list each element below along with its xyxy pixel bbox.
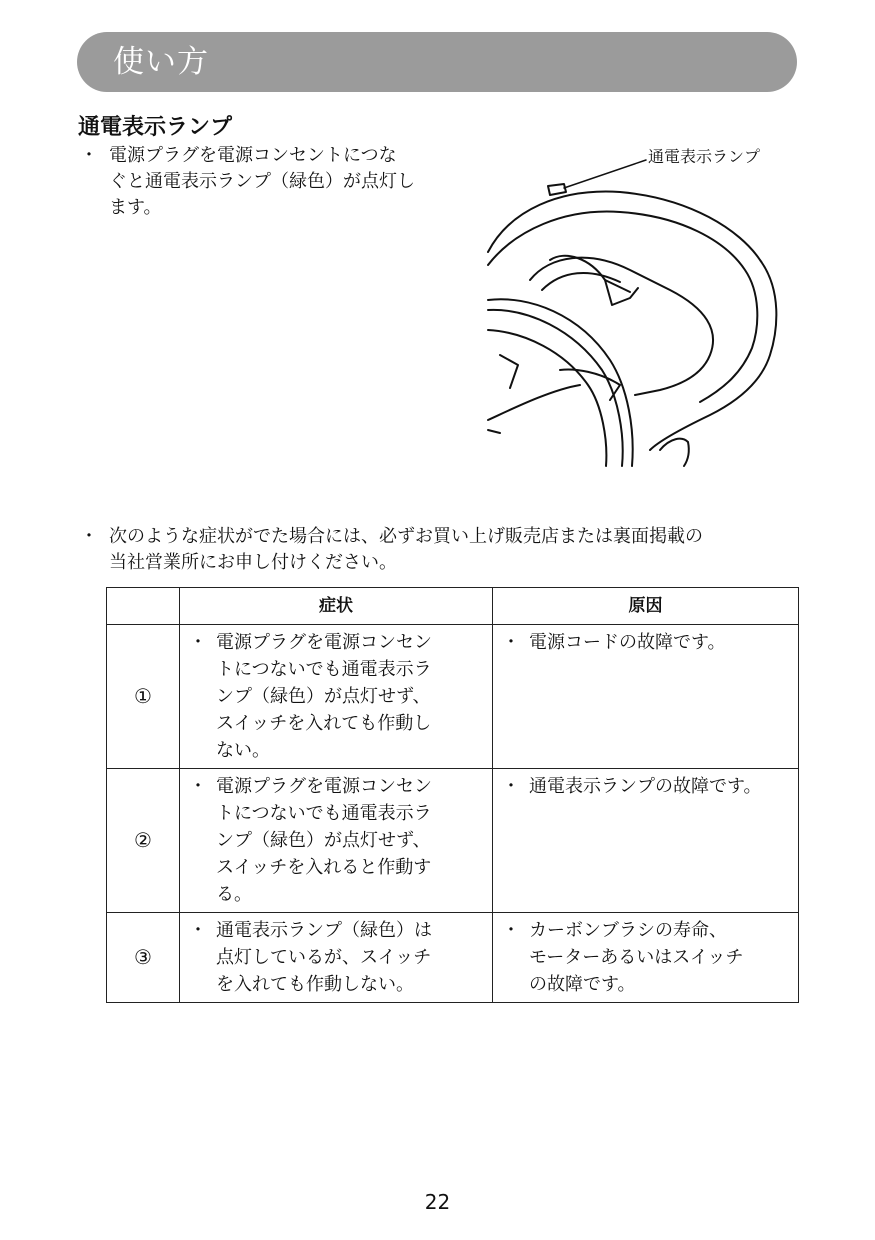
- row-number: ②: [107, 769, 180, 913]
- table-row: [107, 769, 799, 913]
- bullet-mark: ・: [189, 776, 207, 797]
- header-cause: 原因: [493, 588, 799, 625]
- header-symptom: 症状: [180, 588, 493, 625]
- table-header-row: [107, 588, 799, 625]
- header-number: [107, 588, 180, 625]
- symptom-text: 電源プラグを電源コンセン トにつないでも通電表示ラ ンプ（緑色）が点灯せず、 スイッチを入れると作動す る。: [216, 776, 432, 905]
- table-row: [107, 625, 799, 769]
- bullet-mark: ・: [502, 776, 520, 797]
- figure-callout-label: 通電表示ランプ: [648, 147, 761, 166]
- symptom-text: 通電表示ランプ（緑色）は 点灯しているが、スイッチ を入れても作動しない。: [216, 920, 432, 995]
- cause-cell: [493, 913, 799, 1003]
- bullet-mark: ・: [189, 920, 207, 941]
- page-title: 使い方: [113, 44, 209, 80]
- cause-text: 電源コードの故障です。: [529, 632, 726, 653]
- symptom-text: 電源プラグを電源コンセン トにつないでも通電表示ラ ンプ（緑色）が点灯せず、 スイッチを入れても作動し ない。: [216, 632, 432, 761]
- bullet-mark: ・: [80, 145, 98, 166]
- symptom-cell: [180, 913, 493, 1003]
- section-title: 通電表示ランプ: [78, 115, 233, 140]
- bullet-mark: ・: [189, 632, 207, 653]
- bullet-mark: ・: [502, 920, 520, 941]
- page-number: 22: [424, 1190, 451, 1214]
- table-row: [107, 913, 799, 1003]
- troubleshooting-table: [106, 587, 799, 1003]
- cause-text: 通電表示ランプの故障です。: [529, 776, 762, 797]
- intro-paragraph: [80, 143, 480, 223]
- intro-text: 電源プラグを電源コンセントにつな ぐと通電表示ランプ（緑色）が点灯し ます。: [109, 145, 415, 218]
- symptom-cell: [180, 625, 493, 769]
- cause-cell: [493, 769, 799, 913]
- cause-cell: [493, 625, 799, 769]
- row-number: ③: [107, 913, 180, 1003]
- row-number: ①: [107, 625, 180, 769]
- warning-paragraph: [80, 524, 810, 580]
- bullet-mark: ・: [80, 526, 98, 547]
- power-lamp-illustration: [470, 140, 790, 470]
- section-header-bar: [77, 32, 797, 92]
- symptom-cell: [180, 769, 493, 913]
- warning-text: 次のような症状がでた場合には、必ずお買い上げ販売店または裏面掲載の 当社営業所にお申し付けください。: [109, 526, 703, 573]
- bullet-mark: ・: [502, 632, 520, 653]
- cause-text: カーボンブラシの寿命、 モーターあるいはスイッチ の故障です。: [529, 920, 744, 995]
